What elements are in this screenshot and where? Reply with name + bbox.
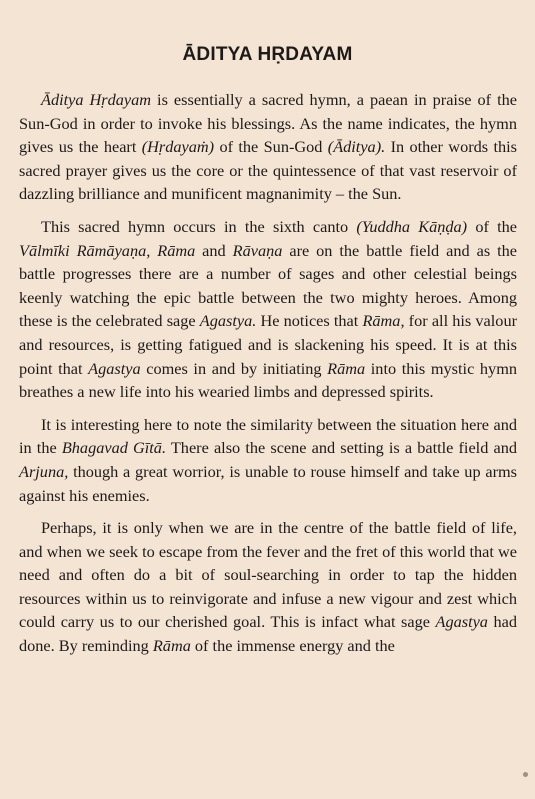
text-run: into this mystic hymn breathes a new life into his wearied limbs and depressed spirits. [19,358,517,402]
italic-text-run: Vālmīki Rāmāyaṇa, Rāma [19,240,196,260]
italic-text-run: Agastya [88,358,141,378]
text-run: are on the battle field and as the battle progresses there are a number of sages and other celestial beings keenly watching the epic battle between the two mighty heroes. Among these is the celebrated sage [19,240,518,331]
text-run: is essentially a sacred hymn, a paean in praise of the Sun-God in order to invoke his blessings. As the name indicates, the hymn gives us the heart [19,90,517,157]
paragraph [19,413,517,507]
italic-text-run: Bhagavad Gītā. [61,438,167,458]
text-run: Perhaps, it is only when we are in the centre of the battle field of life, and when we seek to escape from the fever and the fret of this world that we need and often do a bit of soul-searching in order to tap the hidden resources within us to reinvigorate and infuse a new vigour and zest which could carry us to our cherished goal. This is infact what sage [19,518,517,632]
text-run: This sacred hymn occurs in the sixth canto [41,216,357,236]
text-run: of the immense energy and the [190,636,395,656]
italic-text-run: Rāma, [362,311,405,331]
page-title: ĀDITYA HṚDAYAM [182,44,353,65]
paragraph [19,88,517,206]
text-run: and [195,240,233,260]
paragraph [19,215,517,404]
text-run: for all his valour and resources, is getting fatigued and is slackening his speed. It is at this point that [19,311,518,378]
body-text [19,88,517,667]
text-run: comes in and by initiating [140,358,328,378]
italic-text-run: Agastya. [199,311,257,331]
paragraph [19,516,517,658]
text-run: In other words this sacred prayer gives us the core or the quintessence of that vast reservoir of dazzling brilliance and munificent magnanimity – the Sun. [19,137,517,204]
text-run: though a great worrior, is unable to rouse himself and take up arms against his enemies. [19,461,517,505]
text-run: There also the scene and setting is a battle field and [166,438,517,458]
italic-text-run: Rāma [327,358,366,378]
text-run: It is interesting here to note the similarity between the situation here and in the [19,414,517,458]
text-run: of the [467,216,518,236]
italic-text-run: (Āditya). [327,137,386,157]
paper-speck [523,772,528,777]
text-run: of the Sun-God [214,137,328,157]
italic-text-run: Agastya [435,612,488,632]
italic-text-run: Arjuna, [19,461,69,481]
italic-text-run: Rāvaṇa [232,240,283,260]
text-run: had done. By reminding [19,612,517,656]
text-run: He notices that [256,311,363,331]
italic-text-run: Āditya Hṛdayam [41,90,152,109]
italic-text-run: (Yuddha Kāṇḍa) [356,216,468,236]
italic-text-run: Rāma [152,636,191,656]
italic-text-run: (Hṛdayaṁ) [141,137,215,157]
